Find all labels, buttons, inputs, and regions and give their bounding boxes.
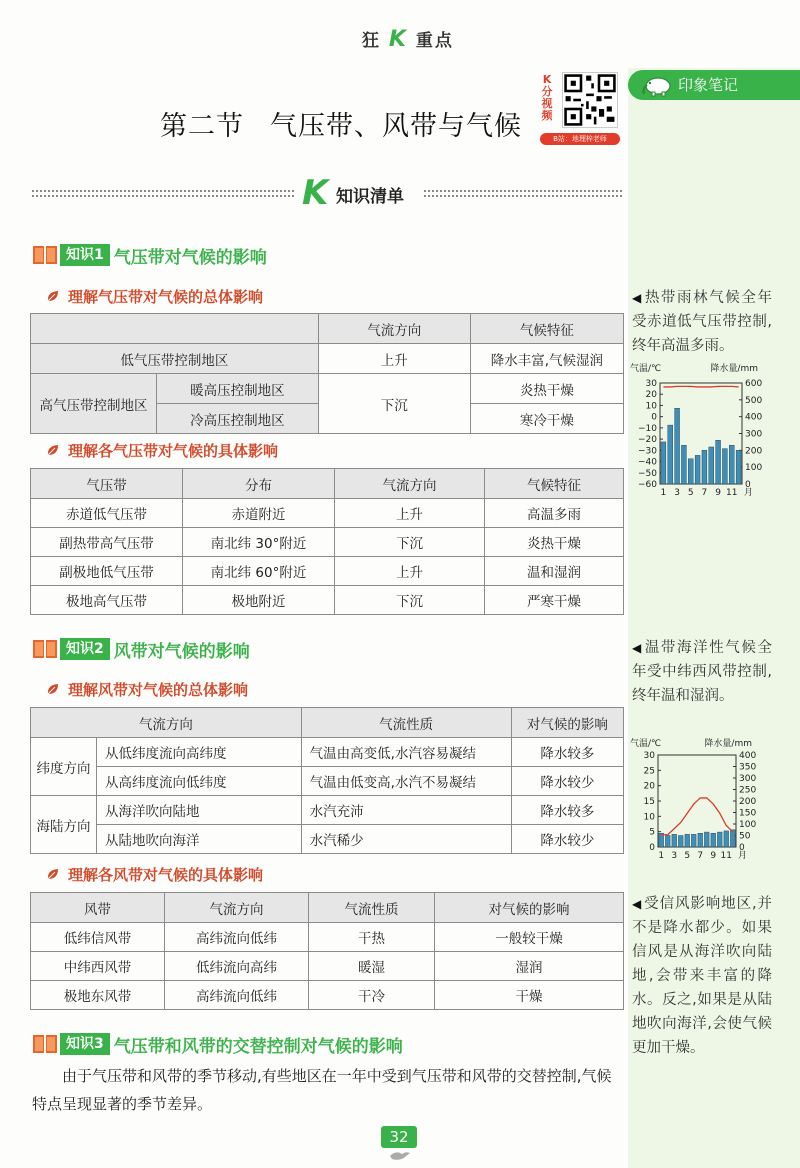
table-cell: 严寒干燥 [485, 586, 624, 615]
table-cell: 极地东风带 [31, 981, 165, 1010]
month-tick-label: 3 [671, 851, 678, 861]
temp-tick-label: 25 [643, 766, 655, 777]
table-cell: 上升 [335, 557, 485, 586]
table-cell: 下沉 [318, 374, 470, 434]
table-cell: 降水丰富,气候湿润 [470, 344, 623, 374]
table-row [31, 952, 624, 981]
table-cell: 干冷 [309, 981, 435, 1010]
precip-bar [724, 831, 729, 847]
brand-header [362, 26, 454, 52]
brand-suffix: 重点 [415, 31, 454, 51]
marine-climate-chart [630, 735, 776, 865]
table-header: 气流方向 [31, 708, 302, 738]
note-text: 温带海洋性气候全年受中纬西风带控制,终年温和湿润。 [632, 640, 772, 704]
leaf-icon [46, 443, 60, 457]
table-row [31, 499, 624, 528]
month-tick-label: 5 [684, 851, 691, 861]
table-header-blank [31, 314, 319, 344]
precip-bar [702, 450, 707, 484]
section-2-badge: 知识2 [60, 638, 110, 660]
table-header: 气流方向 [318, 314, 470, 344]
table-header: 气候特征 [485, 469, 624, 499]
table-cell: 从高纬度流向低纬度 [97, 767, 302, 796]
temp-tick-label: −60 [638, 480, 657, 490]
table-row-label: 高气压带控制地区 [31, 374, 157, 434]
sidebar-note-1 [632, 286, 772, 358]
precip-bar [688, 459, 693, 484]
temp-tick-label: −50 [638, 468, 657, 479]
temp-tick-label: 0 [649, 843, 655, 853]
pressure-overall-table [30, 313, 624, 434]
table-cell: 高温多雨 [485, 499, 624, 528]
y-axis-left-title: 气温/℃ [630, 739, 662, 749]
table-cell: 干燥 [435, 981, 624, 1010]
book-icon [32, 1033, 58, 1055]
month-tick-label: 1 [660, 488, 667, 498]
section-1-subhead-2 [46, 440, 278, 460]
table-cell: 降水较少 [511, 825, 623, 854]
precip-tick-label: 200 [745, 446, 763, 457]
month-tick-label: 11 [726, 488, 738, 498]
month-tick-label: 3 [674, 488, 680, 498]
month-tick-label: 9 [715, 488, 721, 498]
leaf-icon [46, 867, 60, 881]
temp-tick-label: 15 [643, 797, 655, 807]
table-row-label: 低气压带控制地区 [31, 344, 319, 374]
section-2-subhead-2 [46, 864, 263, 884]
precip-bar [711, 833, 716, 847]
table-cell: 气温由低变高,水汽不易凝结 [301, 767, 511, 796]
precip-bar [665, 836, 670, 848]
section-2-subhead-1 [46, 679, 248, 699]
table-cell: 炎热干燥 [485, 528, 624, 557]
section-2-header [32, 636, 250, 662]
temp-tick-label: 5 [649, 827, 655, 838]
wind-overall-table [30, 707, 624, 854]
qr-code-icon[interactable] [562, 72, 618, 128]
section-1-title: 气压带对气候的影响 [113, 247, 267, 268]
section-3-paragraph: 由于气压带和风带的季节移动,有些地区在一年中受到气压带和风带的交替控制,气候特点呈现显著的季节差异。 [32, 1067, 612, 1113]
qr-tag: K分视频 [541, 73, 553, 122]
table-row [31, 981, 624, 1010]
sidebar-note-3 [632, 892, 772, 1060]
table-header: 风带 [31, 893, 165, 923]
precip-tick-label: 500 [745, 395, 763, 406]
table-cell: 副热带高气压带 [31, 528, 183, 557]
table-row [31, 557, 624, 586]
qr-caption: B站：地理梓老师 [540, 133, 620, 145]
table-header: 对气候的影响 [435, 893, 624, 923]
temperature-line [661, 798, 733, 835]
section-number: 第二节 [160, 111, 244, 142]
leaf-icon [46, 289, 60, 303]
precip-bar [695, 455, 700, 484]
table-cell: 水汽稀少 [301, 825, 511, 854]
table-cell: 从陆地吹向海洋 [97, 825, 302, 854]
table-group-label: 海陆方向 [31, 796, 97, 854]
brand-k-logo: K [388, 27, 408, 52]
triangle-left-icon: ◀ [632, 291, 643, 305]
table-cell: 气温由高变低,水汽容易凝结 [301, 738, 511, 767]
temp-tick-label: 30 [645, 379, 657, 389]
precip-tick-label: 100 [739, 820, 757, 830]
section-1-badge: 知识1 [60, 244, 110, 266]
brand-prefix: 狂 [362, 31, 381, 51]
note-text: 受信风影响地区,并不是降水都少。如果信风是从海洋吹向陆地,会带来丰富的降水。反之,如果是从陆地吹向海洋,会使气候更加干燥。 [632, 896, 772, 1056]
precip-tick-label: 150 [739, 808, 757, 819]
sidebar-note-2 [632, 636, 772, 708]
table-header: 气流性质 [301, 708, 511, 738]
table-cell: 赤道低气压带 [31, 499, 183, 528]
table-cell: 赤道附近 [183, 499, 335, 528]
temp-tick-label: 20 [643, 781, 655, 792]
table-row [31, 586, 624, 615]
month-tick-label: 9 [710, 851, 717, 861]
precip-tick-label: 200 [739, 797, 757, 807]
table-header: 气压带 [31, 469, 183, 499]
pressure-detail-table [30, 468, 624, 615]
table-cell: 上升 [335, 499, 485, 528]
precip-tick-label: 100 [745, 463, 763, 474]
precip-bar [678, 836, 683, 848]
triangle-left-icon: ◀ [632, 897, 643, 911]
table-header: 气流方向 [165, 893, 309, 923]
table-cell: 水汽充沛 [301, 796, 511, 825]
knowledge-list-k-logo: K [302, 173, 329, 213]
temperature-line [663, 386, 738, 387]
table-header: 分布 [183, 469, 335, 499]
leaf-icon [46, 682, 60, 696]
table-cell: 降水较多 [511, 738, 623, 767]
y-axis-right-title: 降水量/mm [704, 739, 752, 749]
precip-bar [736, 450, 741, 484]
precip-bar [698, 833, 703, 847]
table-cell: 降水较多 [511, 796, 623, 825]
table-cell: 寒冷干燥 [470, 404, 623, 434]
table-header: 气流方向 [335, 469, 485, 499]
table-cell: 低纬流向高纬 [165, 952, 309, 981]
table-cell: 低纬信风带 [31, 923, 165, 952]
table-cell: 温和湿润 [485, 557, 624, 586]
precip-tick-label: 600 [745, 379, 763, 389]
book-icon [32, 638, 58, 660]
knowledge-list-banner [32, 173, 622, 213]
table-row [31, 825, 624, 854]
subhead-text: 理解各气压带对气候的具体影响 [68, 441, 279, 460]
table-cell: 副极地低气压带 [31, 557, 183, 586]
table-cell: 下沉 [335, 528, 485, 557]
temp-tick-label: 0 [651, 412, 657, 423]
temp-tick-label: 20 [645, 390, 657, 401]
table-cell: 下沉 [335, 586, 485, 615]
precip-tick-label: 0 [739, 843, 745, 853]
section-3-header [32, 1031, 403, 1057]
y-axis-left-title: 气温/℃ [630, 364, 662, 374]
table-row [31, 738, 624, 767]
precip-bar [729, 445, 734, 484]
dotted-divider-left [32, 190, 294, 197]
section-3-badge: 知识3 [60, 1033, 110, 1055]
table-header: 对气候的影响 [511, 708, 623, 738]
precip-tick-label: 50 [739, 831, 751, 842]
x-axis-unit: 月 [744, 488, 754, 498]
precip-bar [730, 830, 735, 847]
table-cell: 从海洋吹向陆地 [97, 796, 302, 825]
elephant-icon [640, 73, 674, 97]
table-cell: 炎热干燥 [470, 374, 623, 404]
dotted-divider-right [424, 190, 622, 197]
month-tick-label: 11 [720, 851, 732, 861]
month-tick-label: 7 [701, 488, 708, 498]
section-3-title: 气压带和风带的交替控制对气候的影响 [113, 1036, 403, 1057]
table-cell: 极地高气压带 [31, 586, 183, 615]
section-name: 气压带、风带与气候 [270, 111, 522, 142]
temp-tick-label: −20 [638, 435, 657, 446]
table-row-label: 冷高压控制地区 [157, 404, 319, 434]
section-1-subhead-1 [46, 286, 263, 306]
subhead-text: 理解气压带对气候的总体影响 [68, 287, 264, 306]
precip-bar [709, 447, 714, 484]
book-icon [32, 244, 58, 266]
table-cell: 高纬流向低纬 [165, 923, 309, 952]
precip-bar [685, 834, 690, 847]
triangle-left-icon: ◀ [632, 641, 643, 655]
table-row [31, 767, 624, 796]
month-tick-label: 5 [687, 488, 694, 498]
knowledge-list-title: 知识清单 [336, 187, 404, 207]
precip-tick-label: 300 [739, 774, 757, 784]
page-title [160, 104, 522, 143]
table-row [31, 796, 624, 825]
note-text: 热带雨林气候全年受赤道低气压带控制,终年高温多雨。 [632, 290, 772, 354]
table-row [31, 923, 624, 952]
rainforest-climate-chart [630, 360, 770, 500]
temp-tick-label: 10 [645, 401, 657, 412]
section-1-header [32, 242, 267, 268]
temp-tick-label: −10 [638, 423, 657, 434]
precip-bar [661, 442, 666, 484]
precip-tick-label: 350 [739, 762, 757, 773]
table-cell: 一般较干燥 [435, 923, 624, 952]
month-tick-label: 1 [658, 851, 665, 861]
precip-bar [675, 408, 680, 484]
table-cell: 南北纬 30°附近 [183, 528, 335, 557]
temp-tick-label: −30 [638, 446, 657, 457]
table-header: 气流性质 [309, 893, 435, 923]
subhead-text: 理解各风带对气候的具体影响 [68, 865, 264, 884]
precip-bar [668, 425, 673, 484]
temp-tick-label: −40 [638, 457, 657, 468]
wind-detail-table [30, 892, 624, 1010]
precip-bar [681, 445, 686, 484]
precip-bar [716, 440, 721, 484]
page-number: 32 [381, 1126, 417, 1148]
precip-bar [704, 832, 709, 847]
table-cell: 中纬西风带 [31, 952, 165, 981]
precip-tick-label: 0 [745, 480, 751, 490]
temp-tick-label: 10 [643, 812, 655, 823]
table-group-label: 纬度方向 [31, 738, 97, 796]
section-2-title: 风带对气候的影响 [113, 641, 250, 662]
table-cell: 干热 [309, 923, 435, 952]
precip-bar [717, 832, 722, 847]
table-cell: 上升 [318, 344, 470, 374]
precip-tick-label: 300 [745, 429, 763, 440]
precip-bar [691, 834, 696, 847]
table-row-label: 暖高压控制地区 [157, 374, 319, 404]
month-tick-label: 7 [697, 851, 704, 861]
precip-tick-label: 250 [739, 785, 757, 796]
precip-tick-label: 400 [745, 412, 763, 423]
table-cell: 降水较少 [511, 767, 623, 796]
table-cell: 湿润 [435, 952, 624, 981]
precip-bar [672, 834, 677, 847]
temp-tick-label: 30 [643, 751, 655, 761]
table-row [31, 528, 624, 557]
precip-bar [722, 449, 727, 484]
bird-icon [388, 1148, 412, 1162]
sidebar-title: 印象笔记 [628, 70, 800, 100]
table-header: 气候特征 [470, 314, 623, 344]
table-cell: 从低纬度流向高纬度 [97, 738, 302, 767]
subhead-text: 理解风带对气候的总体影响 [68, 680, 249, 699]
table-cell: 极地附近 [183, 586, 335, 615]
table-cell: 暖湿 [309, 952, 435, 981]
y-axis-right-title: 降水量/mm [710, 364, 758, 374]
x-axis-unit: 月 [738, 851, 748, 861]
table-cell: 高纬流向低纬 [165, 981, 309, 1010]
table-cell: 南北纬 60°附近 [183, 557, 335, 586]
precip-tick-label: 400 [739, 751, 757, 761]
